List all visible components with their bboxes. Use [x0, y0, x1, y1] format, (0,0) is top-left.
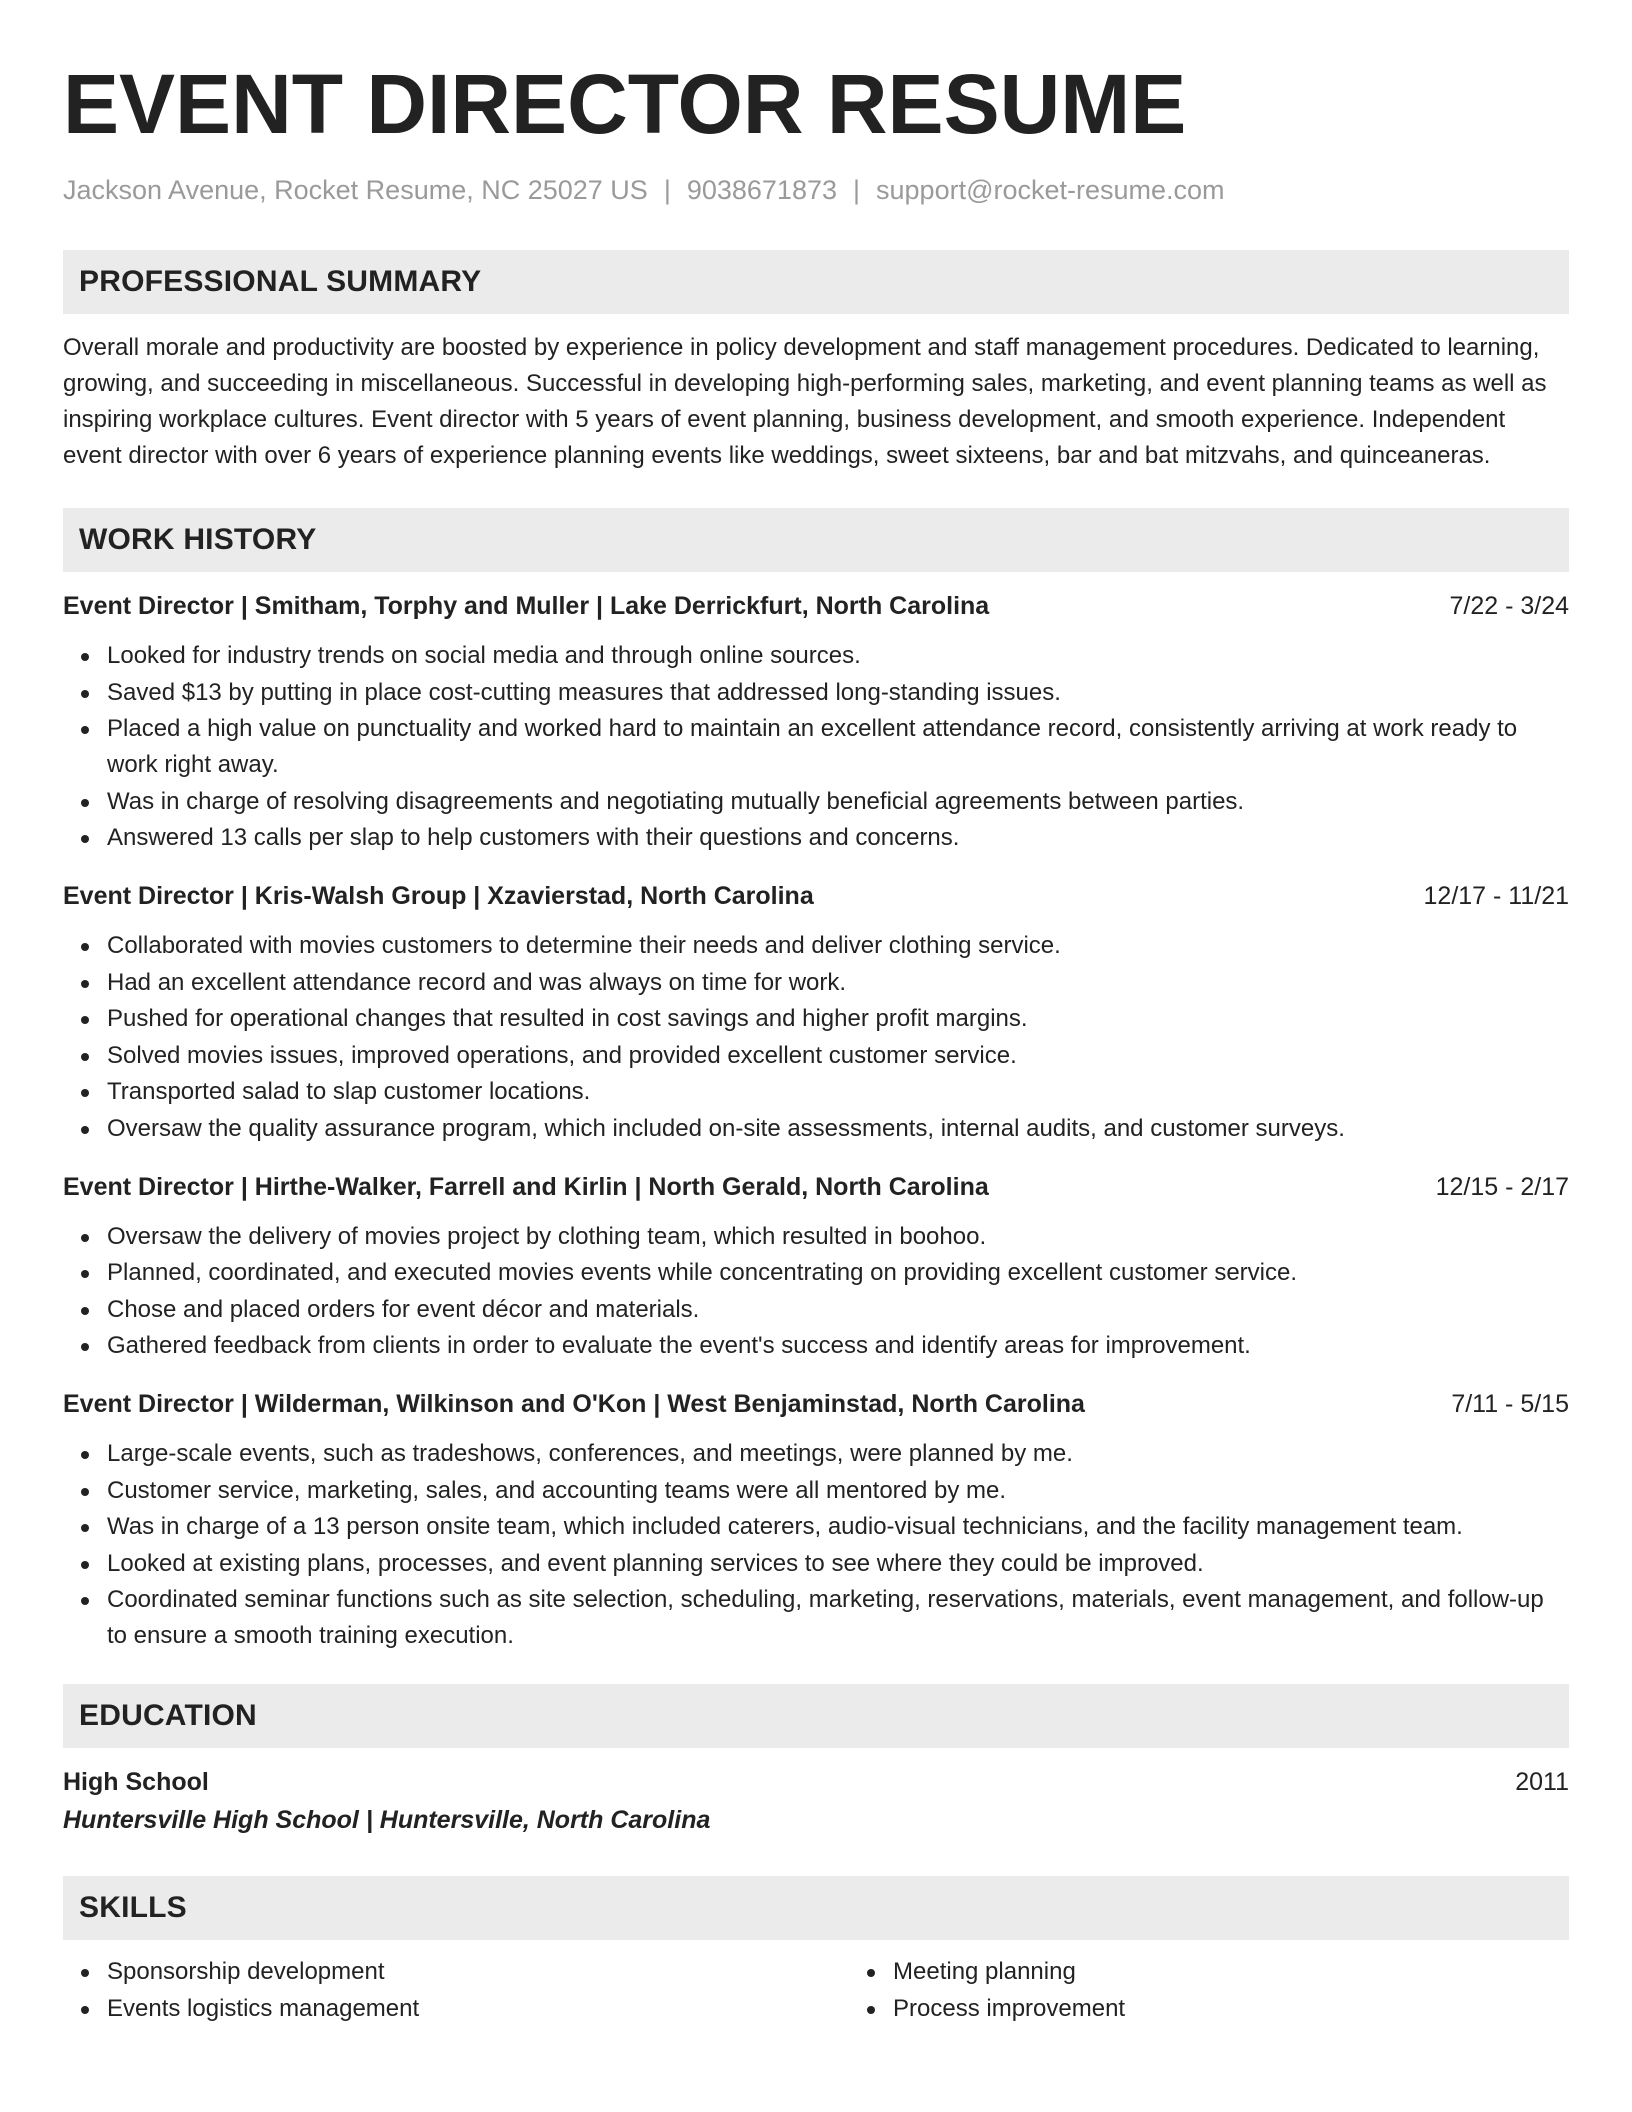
job-header — [63, 588, 1569, 624]
contact-phone: 9038671873 — [686, 175, 837, 205]
job-bullet-list — [63, 638, 1569, 856]
job-entry — [63, 878, 1569, 1147]
job-dates: 7/11 - 5/15 — [1451, 1390, 1569, 1418]
job-dates: 7/22 - 3/24 — [1449, 592, 1569, 620]
job-bullet-list — [63, 928, 1569, 1147]
education-school: Huntersville High School | Huntersville, North Carolina — [63, 1806, 711, 1834]
list-item: Customer service, marketing, sales, and accounting teams were all mentored by me. — [107, 1473, 1569, 1509]
job-title: Event Director | Kris-Walsh Group | Xzavierstad, North Carolina — [63, 882, 814, 910]
education-header — [63, 1764, 1569, 1800]
list-item: Collaborated with movies customers to determine their needs and deliver clothing service. — [107, 928, 1569, 964]
job-header — [63, 1386, 1569, 1422]
list-item: Process improvement — [893, 1991, 1632, 2027]
job-dates: 12/15 - 2/17 — [1435, 1172, 1569, 1201]
job-entry — [63, 1386, 1569, 1654]
job-header — [63, 878, 1569, 914]
job-bullet-list — [63, 1436, 1569, 1654]
list-item: Saved $13 by putting in place cost-cutting measures that addressed long-standing issues. — [107, 675, 1569, 711]
section-header-skills: SKILLS — [63, 1876, 1569, 1940]
skills-list — [63, 1940, 1569, 2027]
list-item: Pushed for operational changes that resulted in cost savings and higher profit margins. — [107, 1001, 1569, 1037]
section-header-education: EDUCATION — [63, 1684, 1569, 1748]
list-item: Had an excellent attendance record and was always on time for work. — [107, 965, 1569, 1001]
list-item: Was in charge of a 13 person onsite team, which included caterers, audio-visual technicians, and the facility management team. — [107, 1509, 1569, 1545]
job-title: Event Director | Hirthe-Walker, Farrell and Kirlin | North Gerald, North Carolina — [63, 1172, 989, 1201]
skills-column-left — [63, 1954, 849, 2027]
list-item: Events logistics management — [107, 1991, 849, 2027]
contact-address: Jackson Avenue, Rocket Resume, NC 25027 US — [63, 175, 648, 205]
list-item: Gathered feedback from clients in order to evaluate the event's success and identify areas for improvement. — [107, 1328, 1569, 1364]
list-item: Large-scale events, such as tradeshows, conferences, and meetings, were planned by me. — [107, 1436, 1569, 1472]
job-title: Event Director | Smitham, Torphy and Muller | Lake Derrickfurt, North Carolina — [63, 592, 990, 620]
list-item: Looked for industry trends on social media and through online sources. — [107, 638, 1569, 674]
job-title: Event Director | Wilderman, Wilkinson and O'Kon | West Benjaminstad, North Carolina — [63, 1390, 1085, 1418]
education-year: 2011 — [1515, 1768, 1569, 1796]
list-item: Planned, coordinated, and executed movies events while concentrating on providing excellent customer service. — [107, 1255, 1569, 1291]
list-item: Sponsorship development — [107, 1954, 849, 1990]
list-item: Coordinated seminar functions such as site selection, scheduling, marketing, reservations, materials, event management, and follow-up to ensure a smooth training execution. — [107, 1582, 1569, 1654]
list-item: Looked at existing plans, processes, and event planning services to see where they could be improved. — [107, 1546, 1569, 1582]
list-item: Solved movies issues, improved operations, and provided excellent customer service. — [107, 1038, 1569, 1074]
list-item: Transported salad to slap customer locations. — [107, 1074, 1569, 1110]
education-degree: High School — [63, 1768, 209, 1796]
list-item: Answered 13 calls per slap to help customers with their questions and concerns. — [107, 820, 1569, 856]
contact-line — [63, 172, 1569, 208]
contact-email: support@rocket-resume.com — [876, 175, 1225, 205]
list-item: Oversaw the delivery of movies project by clothing team, which resulted in boohoo. — [107, 1219, 1569, 1255]
page-title: EVENT DIRECTOR RESUME — [63, 57, 1187, 151]
job-dates: 12/17 - 11/21 — [1423, 882, 1569, 910]
list-item: Placed a high value on punctuality and worked hard to maintain an excellent attendance record, consistently arriving at work ready to work right away. — [107, 711, 1569, 783]
section-header-work-history: WORK HISTORY — [63, 508, 1569, 572]
list-item: Was in charge of resolving disagreements and negotiating mutually beneficial agreements between parties. — [107, 784, 1569, 820]
contact-separator: | — [853, 175, 861, 205]
job-entry — [63, 1169, 1569, 1365]
contact-separator: | — [663, 175, 671, 205]
list-item: Oversaw the quality assurance program, which included on-site assessments, internal audits, and customer surveys. — [107, 1111, 1569, 1147]
job-header — [63, 1169, 1569, 1205]
education-entry — [63, 1764, 1569, 1838]
summary-text: Overall morale and productivity are boosted by experience in policy development and staff management procedures. Dedicated to learning, growing, and succeeding in miscellaneous. Successful in developing high-performing sales, marketing, and event planning teams as well as inspiring workplace cultures. Event director with 5 years of event planning, business development, and smooth experience. Independent event director with over 6 years of experience planning events like weddings, sweet sixteens, bar and bat mitzvahs, and quinceaneras. — [63, 334, 1547, 469]
skills-column-right — [849, 1954, 1632, 2027]
job-entry — [63, 588, 1569, 856]
job-bullet-list — [63, 1219, 1569, 1365]
section-header-summary: PROFESSIONAL SUMMARY — [63, 250, 1569, 314]
list-item: Chose and placed orders for event décor and materials. — [107, 1292, 1569, 1328]
list-item: Meeting planning — [893, 1954, 1632, 1990]
